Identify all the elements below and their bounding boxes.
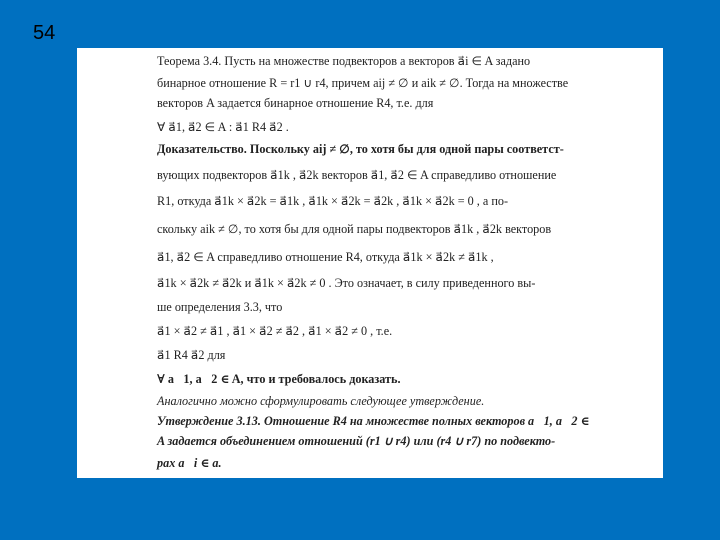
doc-line: Аналогично можно сформулировать следующее утверждение.: [157, 394, 485, 408]
doc-line: R1, откуда a⃗1k × a⃗2k = a⃗1k , a⃗1k × a⃗2k = a⃗2k , a⃗1k × a⃗2k = 0 , а по-: [157, 194, 509, 208]
scanned-document: [77, 48, 663, 478]
doc-line: a⃗1, a⃗2 ∈ A справедливо отношение R4, откуда a⃗1k × a⃗2k ≠ a⃗1k ,: [157, 250, 494, 264]
doc-line: вующих подвекторов a⃗1k , a⃗2k векторов a⃗1, a⃗2 ∈ A справедливо отношение: [157, 168, 557, 182]
doc-line: ∀ a⃗1, a⃗2 ∈ A : a⃗1 R4 a⃗2 .: [157, 120, 289, 134]
doc-line: A задается объединением отношений (r1 ∪ r4) или (r4 ∪ r7) по подвекто-: [157, 434, 556, 448]
doc-line: a⃗1 × a⃗2 ≠ a⃗1 , a⃗1 × a⃗2 ≠ a⃗2 , a⃗1 × a⃗2 ≠ 0 , т.е.: [157, 324, 393, 338]
doc-line: рах a⃗i ∈ a.: [157, 456, 222, 470]
doc-line: a⃗1k × a⃗2k ≠ a⃗2k и a⃗1k × a⃗2k ≠ 0 . Это означает, в силу приведенного вы-: [157, 276, 536, 290]
doc-line: векторов A задается бинарное отношение R4, т.е. для: [157, 96, 434, 110]
doc-line: ше определения 3.3, что: [157, 300, 283, 314]
doc-line: ∀ a⃗1, a⃗2 ∈ A, что и требовалось доказать.: [157, 372, 401, 386]
doc-line: Теорема 3.4. Пусть на множестве подвекторов a векторов a⃗i ∈ A задано: [157, 54, 531, 68]
slide-number: 54: [33, 22, 56, 44]
doc-line: a⃗1 R4 a⃗2 для: [157, 348, 226, 362]
doc-line: Утверждение 3.13. Отношение R4 на множестве полных векторов a⃗1, a⃗2 ∈: [157, 414, 590, 428]
doc-line: бинарное отношение R = r1 ∪ r4, причем aij ≠ ∅ и aik ≠ ∅. Тогда на множестве: [157, 76, 569, 90]
doc-line: Доказательство. Поскольку aij ≠ ∅, то хотя бы для одной пары соответст-: [157, 142, 564, 156]
doc-line: скольку aik ≠ ∅, то хотя бы для одной пары подвекторов a⃗1k , a⃗2k векторов: [157, 222, 552, 236]
